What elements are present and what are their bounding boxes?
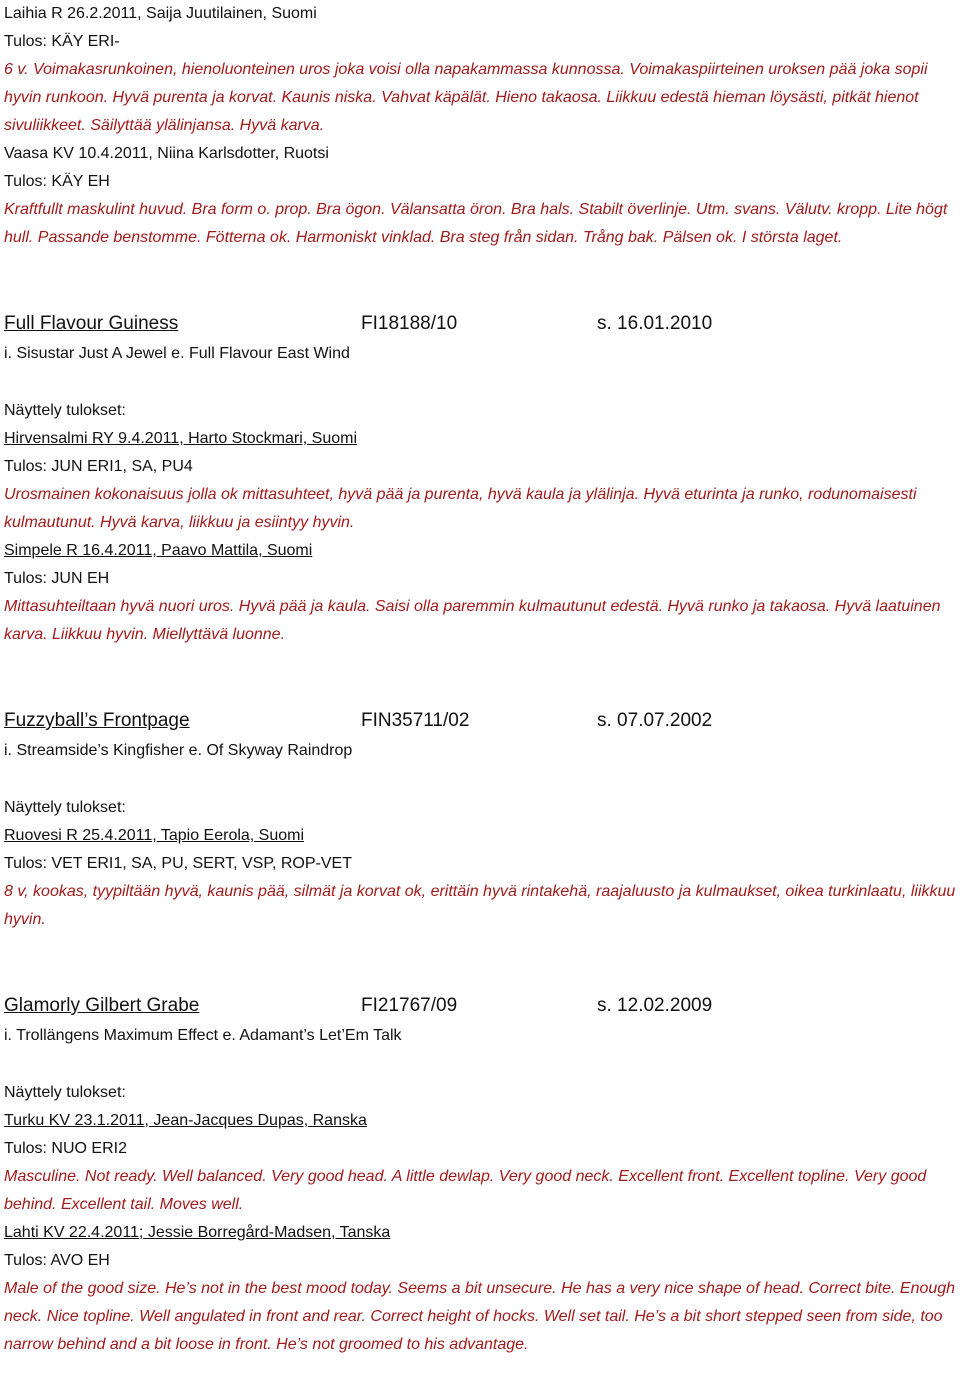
spacer <box>4 649 956 705</box>
show-title: Lahti KV 22.4.2011; Jessie Borregård-Madsen, Tanska <box>4 1224 391 1241</box>
show-title: Hirvensalmi RY 9.4.2011, Harto Stockmari, Suomi <box>4 430 358 447</box>
dog-parents: i. Streamside’s Kingfisher e. Of Skyway Raindrop <box>4 742 353 759</box>
dog-header <box>4 990 956 1022</box>
dog-registration: FI21767/09 <box>361 995 458 1016</box>
show-result: Tulos: KÄY ERI- <box>4 33 120 50</box>
results-heading: Näyttely tulokset: <box>4 402 126 419</box>
show-comment: Urosmainen kokonaisuus jolla ok mittasuhteet, hyvä pää ja purenta, hyvä kaula ja ylälinja. Hyvä eturinta ja runko, rodunomaisesti kulmautunut. Hyvä karva, liikkuu ja esiintyy hyvin. <box>4 486 917 531</box>
dog-name: Fuzzyball’s Frontpage <box>4 710 190 731</box>
show-title: Ruovesi R 25.4.2011, Tapio Eerola, Suomi <box>4 827 305 844</box>
show-result: Tulos: AVO EH <box>4 1252 110 1269</box>
show-result: Tulos: VET ERI1, SA, PU, SERT, VSP, ROP-VET <box>4 855 352 872</box>
show-title: Simpele R 16.4.2011, Paavo Mattila, Suomi <box>4 542 313 559</box>
show-title: Laihia R 26.2.2011, Saija Juutilainen, Suomi <box>4 5 317 22</box>
show-comment: Kraftfullt maskulint huvud. Bra form o. prop. Bra ögon. Välansatta öron. Bra hals. Stabilt överlinje. Utm. svans. Välutv. kropp. Lite högt hull. Passande benstomme. Fötterna ok. Harmoniskt vinklad. Bra steg från sidan. Trång bak. Pälsen ok. I största laget. <box>4 201 948 246</box>
dog-parents: i. Trollängens Maximum Effect e. Adamant’s Let’Em Talk <box>4 1027 402 1044</box>
show-comment: Male of the good size. He’s not in the best mood today. Seems a bit unsecure. He has a very nice shape of head. Correct bite. Enough neck. Nice topline. Well angulated in front and rear. Correct height of hocks. Well set tail. He’s a bit short stepped seen from side, too narrow behind and a bit loose in front. He’s not groomed to his advantage. <box>4 1280 956 1353</box>
document-page <box>4 0 956 1359</box>
spacer <box>4 934 956 990</box>
show-comment: 8 v, kookas, tyypiltään hyvä, kaunis pää, silmät ja korvat ok, erittäin hyvä rintakehä, raajaluusto ja kulmaukset, oikea turkinlaatu, liikkuu hyvin. <box>4 883 956 928</box>
show-comment: 6 v. Voimakasrunkoinen, hienoluonteinen uros joka voisi olla napakammassa kunnossa. Voimakaspiirteinen uroksen pää joka sopii hyvin runkoon. Hyvä purenta ja korvat. Kaunis niska. Vahvat käpälät. Hieno takaosa. Liikkuu edestä hieman löysästi, pitkät hienot sivuliikkeet. Säilyttää ylälinjansa. Hyvä karva. <box>4 61 928 134</box>
show-comment: Masculine. Not ready. Well balanced. Very good head. A little dewlap. Very good neck. Excellent front. Excellent topline. Very good behind. Excellent tail. Moves well. <box>4 1168 927 1213</box>
show-result: Tulos: JUN EH <box>4 570 110 587</box>
show-result: Tulos: NUO ERI2 <box>4 1140 127 1157</box>
dog-header <box>4 308 956 340</box>
show-comment: Mittasuhteiltaan hyvä nuori uros. Hyvä pää ja kaula. Saisi olla paremmin kulmautunut edestä. Hyvä runko ja takaosa. Hyvä laatuinen karva. Liikkuu hyvin. Miellyttävä luonne. <box>4 598 941 643</box>
spacer <box>4 252 956 308</box>
show-title: Vaasa KV 10.4.2011, Niina Karlsdotter, Ruotsi <box>4 145 329 162</box>
dog-parents: i. Sisustar Just A Jewel e. Full Flavour East Wind <box>4 345 350 362</box>
dog-name: Full Flavour Guiness <box>4 313 179 334</box>
show-result: Tulos: JUN ERI1, SA, PU4 <box>4 458 193 475</box>
dog-birth-date: s. 07.07.2002 <box>597 710 713 731</box>
dog-header <box>4 705 956 737</box>
dog-registration: FIN35711/02 <box>361 710 470 731</box>
dog-birth-date: s. 16.01.2010 <box>597 313 713 334</box>
spacer <box>4 368 956 397</box>
show-title: Turku KV 23.1.2011, Jean-Jacques Dupas, Ranska <box>4 1112 367 1129</box>
results-heading: Näyttely tulokset: <box>4 799 126 816</box>
dog-name: Glamorly Gilbert Grabe <box>4 995 200 1016</box>
spacer <box>4 1050 956 1079</box>
dog-birth-date: s. 12.02.2009 <box>597 995 713 1016</box>
results-heading: Näyttely tulokset: <box>4 1084 126 1101</box>
dog-registration: FI18188/10 <box>361 313 458 334</box>
show-result: Tulos: KÄY EH <box>4 173 110 190</box>
spacer <box>4 765 956 794</box>
